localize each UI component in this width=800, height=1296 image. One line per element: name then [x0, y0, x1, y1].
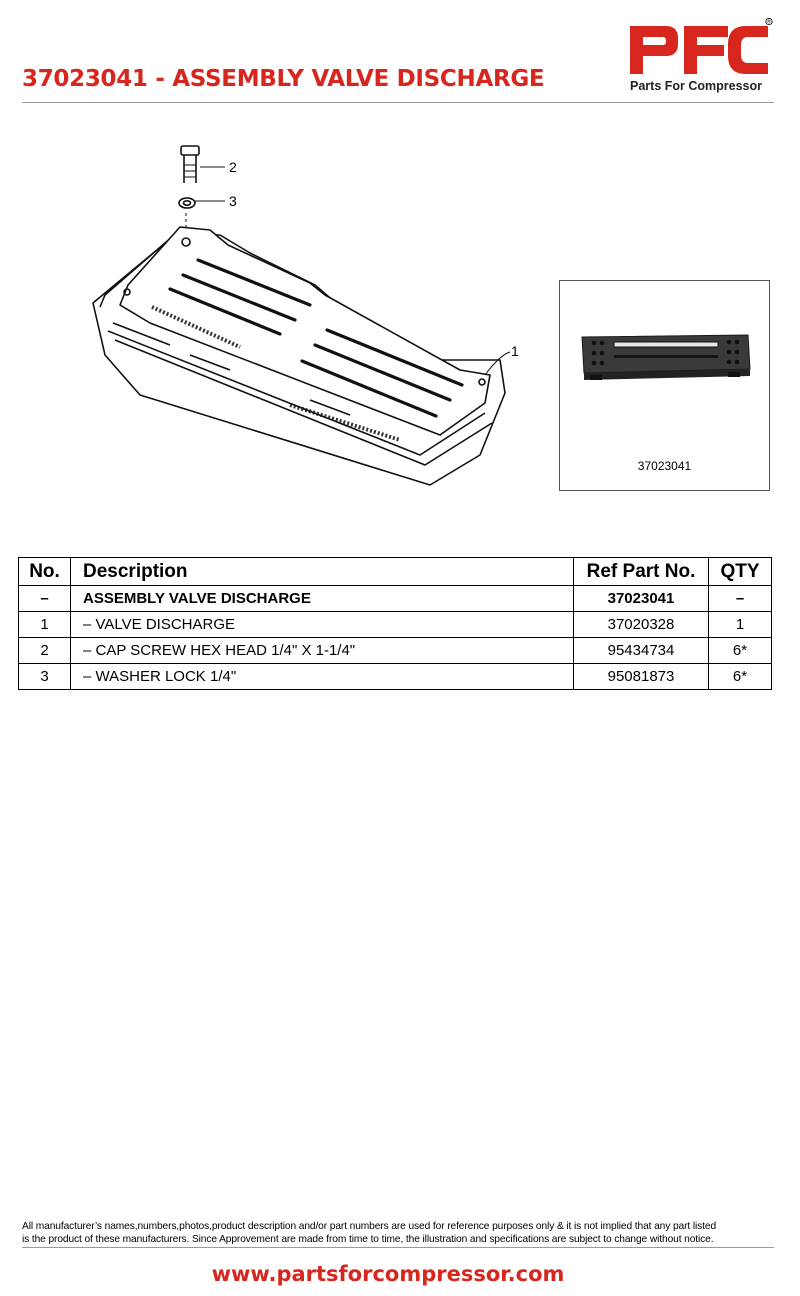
table-row [19, 638, 772, 664]
cell-qty: – [709, 586, 772, 612]
cell-no: 3 [19, 664, 71, 690]
table-header-row [19, 558, 772, 586]
header-divider [22, 102, 774, 103]
cell-no: – [19, 586, 71, 612]
cell-description: – VALVE DISCHARGE [71, 612, 574, 638]
cell-qty: 6* [709, 638, 772, 664]
cell-ref: 95081873 [574, 664, 709, 690]
disclaimer-line-1: All manufacturer’s names,numbers,photos,product description and/or part numbers are used for reference purposes only & it is not implied that any part listed [22, 1221, 717, 1232]
cell-no: 1 [19, 612, 71, 638]
cell-qty: 6* [709, 664, 772, 690]
cell-ref: 37020328 [574, 612, 709, 638]
product-photo-frame [559, 280, 770, 491]
disclaimer-line-2: is the product of these manufacturers. Since Approvement are made from time to time, the illustration and specifications are subject to change without notice. [22, 1234, 714, 1245]
cell-no: 2 [19, 638, 71, 664]
header-description: Description [71, 558, 574, 586]
header-no: No. [19, 558, 71, 586]
parts-table [18, 557, 772, 690]
logo-tagline: Parts For Compressor [630, 79, 762, 93]
photo-caption: 37023041 [637, 459, 692, 473]
cell-ref: 95434734 [574, 638, 709, 664]
cell-qty: 1 [709, 612, 772, 638]
callout-1: 1 [511, 343, 519, 359]
header-qty: QTY [709, 558, 772, 586]
valve-photo [578, 329, 753, 384]
cell-description: – WASHER LOCK 1/4" [71, 664, 574, 690]
table-row [19, 664, 772, 690]
disclaimer [22, 1220, 778, 1246]
page-title: 37023041 - ASSEMBLY VALVE DISCHARGE [22, 66, 545, 92]
table-row [19, 586, 772, 612]
cell-description: ASSEMBLY VALVE DISCHARGE [71, 586, 574, 612]
callout-3: 3 [229, 193, 237, 209]
header-ref-part-no: Ref Part No. [574, 558, 709, 586]
exploded-view-diagram [80, 135, 540, 520]
table-row [19, 612, 772, 638]
footer-divider [22, 1247, 774, 1248]
cell-description: – CAP SCREW HEX HEAD 1/4" X 1-1/4" [71, 638, 574, 664]
registered-mark: ® [766, 19, 772, 26]
callout-2: 2 [229, 159, 237, 175]
cell-ref: 37023041 [574, 586, 709, 612]
website-link[interactable]: www.partsforcompressor.com [211, 1262, 565, 1286]
